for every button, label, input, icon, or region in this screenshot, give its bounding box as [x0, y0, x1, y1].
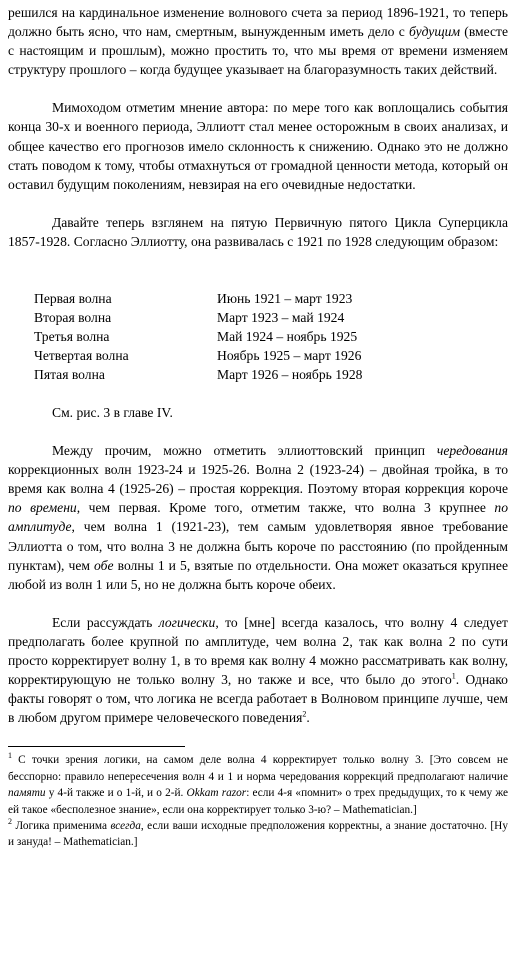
wave-row: Четвертая волна Ноябрь 1925 – март 1926	[34, 348, 362, 364]
wave-row: Первая волна Июнь 1921 – март 1923	[34, 291, 353, 307]
footnote-divider	[8, 746, 185, 747]
wave-row: Третья волна Май 1924 – ноябрь 1925	[34, 329, 358, 345]
footnote-1: $^1$ С точки зрения логики, на самом деле волна 4 корректирует только волну 3. [Это совсем не бесспорно: правило непересечения волн 4 и 1 и норма чередования коррекций предполагают наличие памяти у 4-й также и о 1-й, и о 2-й. Okkam razor: если 4-я «помнит» о трех предыдущих, то к чему же ей такое «бесполезное знание», если она корректирует только 3-ю? – Mathematician.]	[8, 751, 509, 816]
wave-row: Вторая волна Март 1923 – май 1924	[34, 310, 345, 326]
paragraph-4: Между прочим, можно отметить эллиоттовский принцип чередования коррекционных волн 1923-24 и 1925-26. Волна 2 (1923-24) – двойная тройка, в то время как волна 4 (1925-26) – простая коррекция. Поэтому вторая коррекция короче по времени, чем первая. Кроме того, отметим также, что волна 3 крупнее по амплитуде, чем волна 1 (1921-23), тем самым удовлетворяя явное требование Эллиотта о том, что волна 3 не должна быть короче по расстоянию (по пройденным пунктам), чем обе волны 1 и 5, взятые по отдельности. Она может оказаться крупнее любой из волн 1 или 5, но не должна быть короче обеих.	[8, 443, 508, 592]
paragraph-3: Давайте теперь взглянем на пятую Первичную пятого Цикла Суперцикла 1857-1928. Согласно Эллиотту, она развивалась с 1921 по 1928 следующим образом:	[8, 214, 508, 249]
paragraph-2: Мимоходом отметим мнение автора: по мере того как воплощались события конца 30-х и военного периода, Эллиотт стал менее осторожным в своих анализах, и общее качество его прогнозов имело склонность к снижению. Однако это не должно стать поводом к тому, чтобы отмахнуться от громадной ценности метода, который он оставил будущим поколениям, невзирая на его очевидные недостатки.	[8, 100, 508, 192]
wave-list	[34, 289, 508, 384]
footnote-2: $^2$ Логика применима всегда, если ваши исходные предположения корректны, а знание достаточно. [Ну и зануда! – Mathematician.]	[8, 817, 508, 849]
wave-row: Пятая волна Март 1926 – ноябрь 1928	[34, 367, 363, 383]
paragraph-5: Если рассуждать логически, то [мне] всегда казалось, что волну 4 следует предполагать более крупной по амплитуде, чем волна 2, так как волна 2 по сути просто корректирует волну 1, в то время как волну 4 можно рассматривать как волну, корректирующую не только волну 3, но также и все, что было до этого$^1$. Однако факты говорят о том, что логика не всегда работает в Волновом принципе лучше, чем в любом другом примере человеческого поведения$^2$.	[8, 614, 508, 726]
paragraph-1: решился на кардинальное изменение волнового счета за период 1896-1921, то теперь должно быть ясно, что нам, смертным, вынужденным иметь дело с будущим (вместе с настоящим и прошлым), можно простить то, что мы время от времени изменяем структуру прошлого – когда будущее указывает на благоразумность таких действий.	[8, 5, 508, 78]
footnote-ref-2[interactable]: 2	[302, 709, 307, 719]
footnote-ref-1[interactable]: 1	[451, 671, 456, 681]
figure-reference: См. рис. 3 в главе IV.	[52, 405, 173, 421]
